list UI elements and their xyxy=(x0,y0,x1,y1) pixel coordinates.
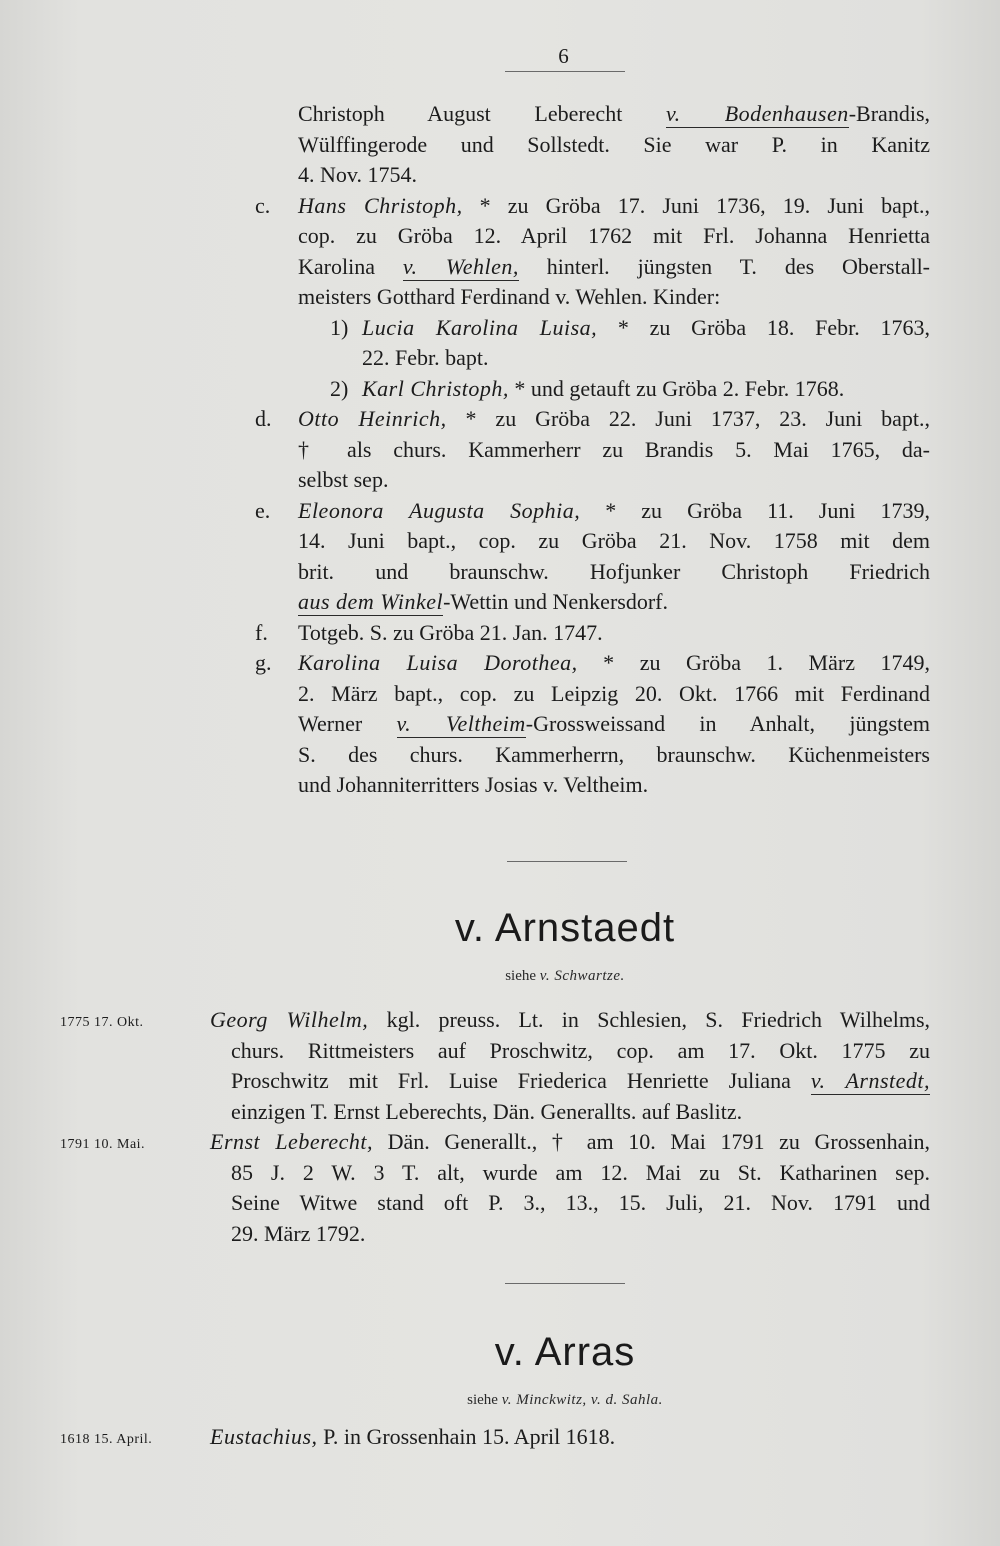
person-name: Karl Christoph, xyxy=(362,375,509,401)
child-entry xyxy=(255,404,930,496)
section-divider xyxy=(507,861,627,862)
entry-marker: 1) xyxy=(330,314,349,340)
person-name: Karolina Luisa Dorothea, xyxy=(298,650,578,675)
section-divider xyxy=(505,1283,625,1284)
text-line: Lucia Karolina Luisa, * zu Gröba 18. Febr. 1763, xyxy=(362,314,931,340)
page-number: 6 xyxy=(558,44,570,68)
entry-marker: 2) xyxy=(330,375,349,401)
continuation-paragraph xyxy=(255,99,930,191)
see-reference: v. Minckwitz, v. d. Sahla. xyxy=(501,1392,663,1408)
child-entry xyxy=(255,648,930,801)
text-line: einzigen T. Ernst Leberechts, Dän. Generallts. auf Baslitz. xyxy=(231,1098,743,1124)
entry-marker: g. xyxy=(255,650,272,675)
text-line: und Johanniterritters Josias v. Veltheim. xyxy=(298,772,649,797)
text-line: Karolina v. Wehlen, hinterl. jüngsten T. des Oberstall- xyxy=(298,253,931,279)
text-line: Totgeb. S. zu Gröba 21. Jan. 1747. xyxy=(298,619,603,645)
text-line: Wülffingerode und Sollstedt. Sie war P. in Kanitz xyxy=(298,131,930,157)
text-line: churs. Rittmeisters auf Proschwitz, cop. am 17. Okt. 1775 zu xyxy=(231,1037,930,1063)
text-line: Karolina Luisa Dorothea, * zu Gröba 1. März 1749, xyxy=(298,650,930,675)
grandchild-entry xyxy=(255,313,930,374)
text-line: S. des churs. Kammerherrn, braunschw. Küchenmeisters xyxy=(298,741,930,767)
section-title-arras: v. Arras xyxy=(494,1330,636,1374)
see-also-arnstaedt xyxy=(0,968,1000,985)
see-reference: v. Schwartze. xyxy=(539,968,625,984)
child-entry xyxy=(255,618,930,649)
family-name-link: v. Arnstedt, xyxy=(810,1068,930,1093)
person-name: Hans Christoph, xyxy=(298,192,463,218)
dated-entry xyxy=(60,1422,930,1453)
text-line: Proschwitz mit Frl. Luise Friederica Henriette Juliana v. Arnstedt, xyxy=(231,1068,930,1093)
child-entry xyxy=(255,191,930,313)
text-line: brit. und braunschw. Hofjunker Christoph Friedrich xyxy=(298,558,930,584)
family-name-link: v. Wehlen, xyxy=(402,253,519,279)
grandchild-entry xyxy=(255,374,930,405)
text-line: 4. Nov. 1754. xyxy=(298,162,417,187)
text-line: aus dem Winkel-Wettin und Nenkersdorf. xyxy=(298,589,668,614)
text-line: † als churs. Kammerherr zu Brandis 5. Mai 1765, da- xyxy=(298,436,930,462)
person-name: Eleonora Augusta Sophia, xyxy=(298,497,581,523)
see-prefix: siehe xyxy=(467,1392,498,1408)
dated-entry xyxy=(60,1127,930,1249)
text-line: Hans Christoph, * zu Gröba 17. Juni 1736, 19. Juni bapt., xyxy=(298,192,930,218)
entry-marker: e. xyxy=(255,497,271,523)
entry-marker: d. xyxy=(255,406,272,431)
text-line: Ernst Leberecht, Dän. Generallt., † am 10. Mai 1791 zu Grossenhain, xyxy=(210,1129,931,1154)
person-name: Lucia Karolina Luisa, xyxy=(362,314,598,340)
entry-marker: c. xyxy=(255,192,271,218)
text-line: cop. zu Gröba 12. April 1762 mit Frl. Johanna Henrietta xyxy=(298,223,930,248)
see-also-arras xyxy=(0,1392,1000,1409)
person-name: Georg Wilhelm, xyxy=(210,1007,369,1032)
text-line: Eustachius, P. in Grossenhain 15. April 1618. xyxy=(210,1424,616,1449)
text-line: 14. Juni bapt., cop. zu Gröba 21. Nov. 1758 mit dem xyxy=(298,528,930,553)
entry-date: 1791 10. Mai. xyxy=(60,1137,146,1152)
see-prefix: siehe xyxy=(505,968,537,984)
text-line: Otto Heinrich, * zu Gröba 22. Juni 1737, 23. Juni bapt., xyxy=(298,406,930,431)
person-name: Eustachius, xyxy=(210,1424,318,1449)
entry-date: 1618 15. April. xyxy=(60,1432,153,1447)
person-name: Ernst Leberecht, xyxy=(210,1129,373,1154)
text-line: 2. März bapt., cop. zu Leipzig 20. Okt. 1766 mit Ferdinand xyxy=(298,680,930,706)
text-line: Georg Wilhelm, kgl. preuss. Lt. in Schlesien, S. Friedrich Wilhelms, xyxy=(210,1007,931,1032)
person-name: Otto Heinrich, xyxy=(298,406,447,431)
text-line: selbst sep. xyxy=(298,467,389,492)
entry-date: 1775 17. Okt. xyxy=(60,1015,144,1030)
text-line: 85 J. 2 W. 3 T. alt, wurde am 12. Mai zu St. Katharinen sep. xyxy=(231,1159,930,1185)
entry-marker: f. xyxy=(255,619,268,645)
text-line: Eleonora Augusta Sophia, * zu Gröba 11. Juni 1739, xyxy=(298,497,930,523)
header-rule xyxy=(505,71,625,72)
text-line: Seine Witwe stand oft P. 3., 13., 15. Juli, 21. Nov. 1791 und xyxy=(231,1190,930,1215)
text-line: 22. Febr. bapt. xyxy=(362,345,489,370)
family-name-link: aus dem Winkel xyxy=(298,589,444,614)
child-entry xyxy=(255,496,930,618)
family-name-link: v. Bodenhausen xyxy=(665,101,849,126)
text-line: 29. März 1792. xyxy=(231,1220,366,1246)
text-line: Werner v. Veltheim-Grossweissand in Anhalt, jüngstem xyxy=(298,711,930,736)
family-name-link: v. Veltheim xyxy=(396,711,526,736)
text-line: Christoph August Leberecht v. Bodenhausen-Brandis, xyxy=(298,101,930,126)
text-line: meisters Gotthard Ferdinand v. Wehlen. Kinder: xyxy=(298,284,721,309)
family-entries xyxy=(255,99,930,801)
dated-entry xyxy=(60,1005,930,1127)
section-title-arnstaedt: v. Arnstaedt xyxy=(454,906,676,950)
text-line: Karl Christoph, * und getauft zu Gröba 2. Febr. 1768. xyxy=(362,375,845,401)
